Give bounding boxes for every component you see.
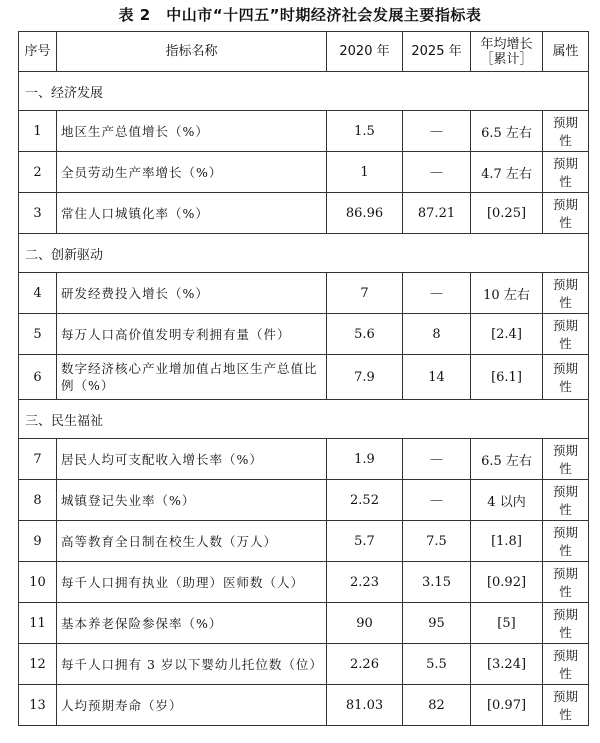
row-name: 基本养老保险参保率（%） <box>57 603 327 644</box>
row-no: 3 <box>19 193 57 234</box>
header-name: 指标名称 <box>57 32 327 72</box>
table-row <box>19 152 589 193</box>
row-2025: 14 <box>403 355 471 400</box>
table-row <box>19 193 589 234</box>
section-row-innovation <box>19 234 589 273</box>
row-2020: 90 <box>327 603 403 644</box>
row-2020: 2.52 <box>327 480 403 521</box>
row-2020: 5.6 <box>327 314 403 355</box>
table-row <box>19 521 589 562</box>
row-growth: [0.97] <box>471 685 543 726</box>
row-name: 数字经济核心产业增加值占地区生产总值比例（%） <box>57 355 327 400</box>
table-row <box>19 603 589 644</box>
row-2020: 1 <box>327 152 403 193</box>
row-attr: 预期性 <box>543 644 589 685</box>
row-2025: — <box>403 439 471 480</box>
table-title: 表 2 中山市“十四五”时期经济社会发展主要指标表 <box>118 6 482 24</box>
row-growth: 6.5 左右 <box>471 439 543 480</box>
row-no: 6 <box>19 355 57 400</box>
row-growth: 6.5 左右 <box>471 111 543 152</box>
row-attr: 预期性 <box>543 480 589 521</box>
section-title: 一、经济发展 <box>19 72 589 111</box>
table-row <box>19 562 589 603</box>
table-row <box>19 439 589 480</box>
row-no: 10 <box>19 562 57 603</box>
row-no: 11 <box>19 603 57 644</box>
row-name: 城镇登记失业率（%） <box>57 480 327 521</box>
row-name: 每千人口拥有 3 岁以下婴幼儿托位数（位） <box>57 644 327 685</box>
header-2020: 2020 年 <box>327 32 403 72</box>
row-attr: 预期性 <box>543 603 589 644</box>
row-name: 人均预期寿命（岁） <box>57 685 327 726</box>
section-row-economy <box>19 72 589 111</box>
table-row <box>19 273 589 314</box>
row-2020: 1.5 <box>327 111 403 152</box>
row-growth: 4 以内 <box>471 480 543 521</box>
row-2025: 3.15 <box>403 562 471 603</box>
row-2025: — <box>403 111 471 152</box>
row-2020: 1.9 <box>327 439 403 480</box>
row-2020: 5.7 <box>327 521 403 562</box>
row-growth: [3.24] <box>471 644 543 685</box>
row-2025: 8 <box>403 314 471 355</box>
header-2025: 2025 年 <box>403 32 471 72</box>
row-no: 1 <box>19 111 57 152</box>
row-name: 地区生产总值增长（%） <box>57 111 327 152</box>
row-name: 常住人口城镇化率（%） <box>57 193 327 234</box>
row-name: 每万人口高价值发明专利拥有量（件） <box>57 314 327 355</box>
row-attr: 预期性 <box>543 152 589 193</box>
header-growth-line2: ［累计］ <box>480 51 533 67</box>
row-no: 13 <box>19 685 57 726</box>
row-no: 12 <box>19 644 57 685</box>
row-no: 8 <box>19 480 57 521</box>
row-2020: 86.96 <box>327 193 403 234</box>
row-2025: 87.21 <box>403 193 471 234</box>
row-growth: [0.25] <box>471 193 543 234</box>
table-row <box>19 314 589 355</box>
row-name: 高等教育全日制在校生人数（万人） <box>57 521 327 562</box>
row-growth: [0.92] <box>471 562 543 603</box>
row-attr: 预期性 <box>543 193 589 234</box>
row-growth: 10 左右 <box>471 273 543 314</box>
row-attr: 预期性 <box>543 111 589 152</box>
row-growth: [5] <box>471 603 543 644</box>
header-row <box>19 32 589 72</box>
row-2020: 2.23 <box>327 562 403 603</box>
row-2020: 2.26 <box>327 644 403 685</box>
row-attr: 预期性 <box>543 355 589 400</box>
row-attr: 预期性 <box>543 685 589 726</box>
row-no: 7 <box>19 439 57 480</box>
row-2020: 7.9 <box>327 355 403 400</box>
row-2025: — <box>403 273 471 314</box>
row-attr: 预期性 <box>543 439 589 480</box>
row-2025: 82 <box>403 685 471 726</box>
row-growth: 4.7 左右 <box>471 152 543 193</box>
table-row <box>19 111 589 152</box>
row-2025: — <box>403 152 471 193</box>
table-row <box>19 480 589 521</box>
header-growth-line1: 年均增长 <box>480 36 533 52</box>
row-attr: 预期性 <box>543 521 589 562</box>
row-name: 每千人口拥有执业（助理）医师数（人） <box>57 562 327 603</box>
section-title: 三、民生福祉 <box>19 400 589 439</box>
row-name: 全员劳动生产率增长（%） <box>57 152 327 193</box>
row-name: 居民人均可支配收入增长率（%） <box>57 439 327 480</box>
row-no: 5 <box>19 314 57 355</box>
section-row-wellbeing <box>19 400 589 439</box>
row-no: 4 <box>19 273 57 314</box>
header-growth <box>471 32 543 72</box>
header-attr: 属性 <box>543 32 589 72</box>
row-no: 2 <box>19 152 57 193</box>
row-growth: [6.1] <box>471 355 543 400</box>
row-2020: 7 <box>327 273 403 314</box>
header-no: 序号 <box>19 32 57 72</box>
table-row <box>19 644 589 685</box>
row-2025: — <box>403 480 471 521</box>
row-2020: 81.03 <box>327 685 403 726</box>
row-attr: 预期性 <box>543 314 589 355</box>
row-2025: 5.5 <box>403 644 471 685</box>
row-growth: [1.8] <box>471 521 543 562</box>
section-title: 二、创新驱动 <box>19 234 589 273</box>
row-2025: 95 <box>403 603 471 644</box>
table-row <box>19 685 589 726</box>
row-growth: [2.4] <box>471 314 543 355</box>
row-no: 9 <box>19 521 57 562</box>
row-name: 研发经费投入增长（%） <box>57 273 327 314</box>
table-row <box>19 355 589 400</box>
row-attr: 预期性 <box>543 273 589 314</box>
row-2025: 7.5 <box>403 521 471 562</box>
row-attr: 预期性 <box>543 562 589 603</box>
indicator-table <box>18 31 589 726</box>
